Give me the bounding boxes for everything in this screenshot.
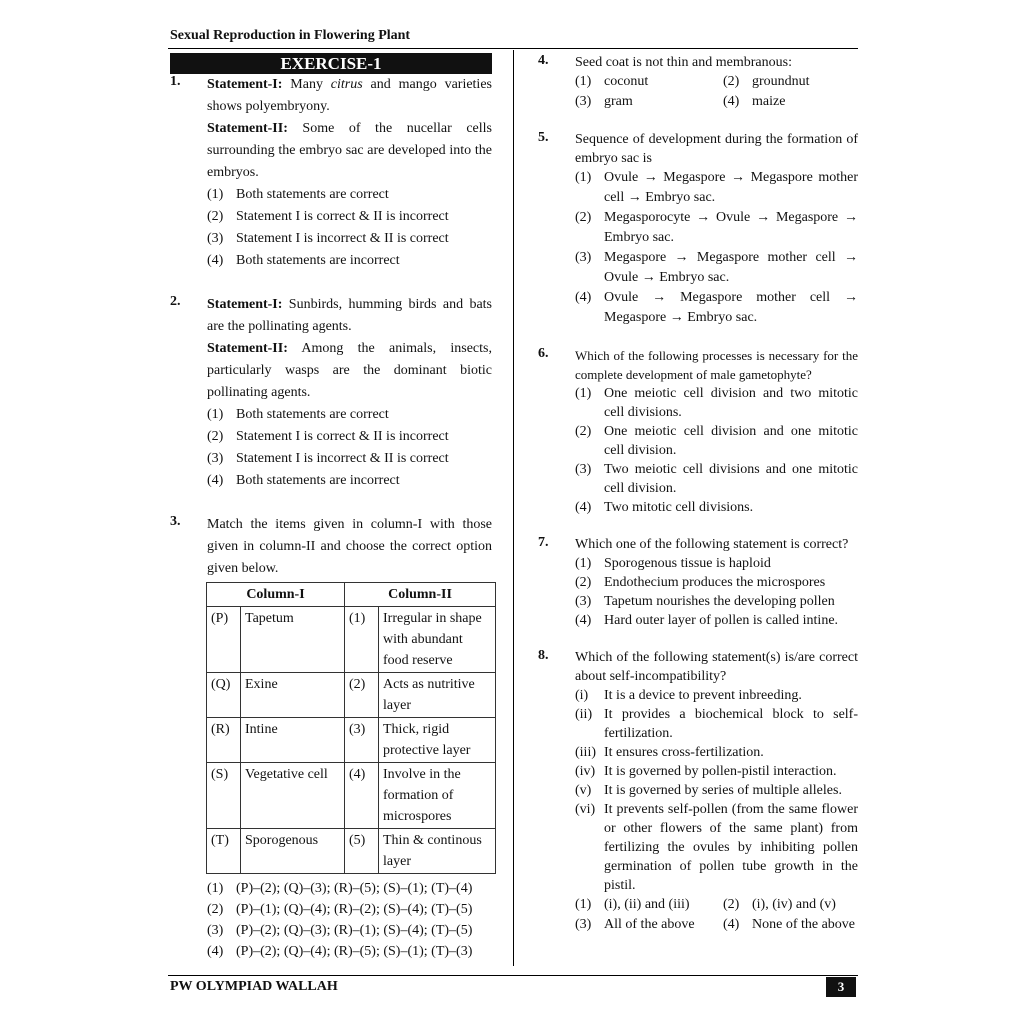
option — [575, 72, 723, 92]
option-label: (2) — [207, 429, 224, 444]
option — [207, 878, 492, 899]
option — [575, 460, 858, 498]
question-5 — [538, 130, 858, 328]
question-8 — [538, 648, 858, 935]
question-text: Sequence of development during the formation of embryo sac is — [575, 132, 858, 166]
option-label: (1) — [575, 897, 592, 912]
statement-item — [575, 762, 858, 781]
statement-text: and mango varieties shows polyembryony. — [207, 77, 492, 114]
table-header-row — [207, 583, 496, 607]
question-number: 5. — [538, 130, 549, 145]
option-text: Two meiotic cell divisions and one mitotic cell division. — [604, 462, 858, 496]
question-number: 6. — [538, 346, 549, 361]
table-row — [207, 829, 496, 874]
row-number: (4) — [345, 763, 379, 829]
option-text: coconut — [604, 74, 649, 89]
option — [723, 72, 873, 92]
option-text: (P)–(2); (Q)–(3); (R)–(5); (S)–(1); (T)–(4) — [236, 881, 473, 896]
option-label: (4) — [207, 253, 224, 268]
statement-label: Statement-II: — [207, 121, 288, 136]
option — [207, 470, 492, 492]
question-text: Which of the following processes is necessary for the complete development of male gametophyte? — [575, 348, 858, 382]
statement-text: Among the animals, insects, particularly wasps are the dominant biotic pollinating agents. — [207, 341, 492, 400]
option-label: (2) — [723, 897, 740, 912]
option-label: (1) — [575, 556, 592, 571]
item-label: (vi) — [575, 802, 596, 817]
table-row — [207, 607, 496, 673]
option-label: (4) — [575, 500, 592, 515]
question-number: 4. — [538, 53, 549, 68]
left-column — [170, 53, 492, 962]
option — [723, 915, 873, 935]
question-number: 2. — [170, 294, 181, 309]
option — [575, 384, 858, 422]
option-text: Megaspore → Megaspore mother cell → Ovule → Embryo sac. — [604, 250, 858, 285]
option-text: Both statements are correct — [236, 187, 389, 202]
match-table — [206, 582, 496, 874]
option-label: (1) — [575, 74, 592, 89]
question-2 — [170, 294, 492, 492]
option — [723, 895, 873, 915]
option — [575, 248, 858, 288]
row-number: (1) — [345, 607, 379, 673]
column-2-cell: Thick, rigid protective layer — [379, 718, 496, 763]
statement-item — [575, 800, 858, 895]
option — [207, 426, 492, 448]
option-label: (3) — [207, 231, 224, 246]
option-label: (4) — [207, 944, 224, 959]
footer-brand: PW OLYMPIAD WALLAH — [170, 979, 338, 994]
row-number: (2) — [345, 673, 379, 718]
column-2-cell: Involve in the formation of microspores — [379, 763, 496, 829]
question-number: 3. — [170, 514, 181, 529]
option-label: (2) — [207, 902, 224, 917]
option-text: Ovule → Megaspore mother cell → Megaspore → Embryo sac. — [604, 290, 858, 325]
option — [723, 92, 873, 112]
statement-label: Statement-I: — [207, 77, 283, 92]
row-label: (R) — [207, 718, 241, 763]
option — [575, 498, 858, 517]
item-label: (v) — [575, 783, 592, 798]
table-row — [207, 673, 496, 718]
footer-rule — [168, 975, 858, 976]
item-label: (ii) — [575, 707, 593, 722]
item-text: It ensures cross-fertilization. — [604, 745, 764, 760]
column-2-cell: Thin & continous layer — [379, 829, 496, 874]
item-text: It is governed by series of multiple alleles. — [604, 783, 842, 798]
column-header: Column-II — [345, 583, 496, 607]
option — [207, 941, 492, 962]
row-number: (5) — [345, 829, 379, 874]
right-column — [538, 53, 858, 935]
option-label: (4) — [575, 290, 592, 305]
question-text: Which one of the following statement is correct? — [575, 537, 849, 552]
option-label: (1) — [575, 170, 592, 185]
table-row — [207, 718, 496, 763]
option-label: (2) — [575, 575, 592, 590]
statement-item — [575, 743, 858, 762]
statement-1 — [207, 74, 492, 118]
statement-label: Statement-I: — [207, 297, 283, 312]
statement-item — [575, 686, 858, 705]
question-3 — [170, 514, 492, 580]
column-header: Column-I — [207, 583, 345, 607]
statement-text: Many — [290, 77, 331, 92]
option — [575, 92, 723, 112]
item-text: It is a device to prevent inbreeding. — [604, 688, 802, 703]
column-1-cell: Vegetative cell — [241, 763, 345, 829]
option-label: (3) — [575, 594, 592, 609]
option-label: (4) — [723, 94, 740, 109]
row-label: (T) — [207, 829, 241, 874]
question-1 — [170, 74, 492, 272]
question-number: 8. — [538, 648, 549, 663]
option-text: groundnut — [752, 74, 810, 89]
option-label: (4) — [575, 613, 592, 628]
statement-text: Some of the nucellar cells surrounding the embryo sac are developed into the embryos. — [207, 121, 492, 180]
option-label: (3) — [207, 923, 224, 938]
row-label: (S) — [207, 763, 241, 829]
option-text: Statement I is correct & II is incorrect — [236, 209, 449, 224]
question-text: Which of the following statement(s) is/are correct about self-incompatibility? — [575, 650, 858, 684]
option — [207, 206, 492, 228]
option — [575, 168, 858, 208]
option-text: Two mitotic cell divisions. — [604, 500, 754, 515]
option-text: Tapetum nourishes the developing pollen — [604, 594, 835, 609]
option-label: (1) — [207, 187, 224, 202]
item-text: It prevents self-pollen (from the same flower or other flowers of the same plant) from fertilizing the ovules by inhibiting pollen germination of pollen tube growth in the pistil. — [604, 802, 858, 893]
option — [575, 915, 723, 935]
option-text: All of the above — [604, 917, 695, 932]
option-text: Megasporocyte → Ovule → Megaspore → Embryo sac. — [604, 210, 858, 245]
exercise-banner: EXERCISE-1 — [170, 53, 492, 74]
option-label: (3) — [575, 462, 592, 477]
option — [207, 404, 492, 426]
statement-text: Sunbirds, humming birds and bats are the pollinating agents. — [207, 297, 492, 334]
column-2-cell: Acts as nutritive layer — [379, 673, 496, 718]
italic-term: citrus — [330, 77, 363, 92]
option-label: (2) — [723, 74, 740, 89]
question-number: 1. — [170, 74, 181, 89]
question-4 — [538, 53, 858, 112]
option-text: (i), (iv) and (v) — [752, 897, 836, 912]
option-label: (2) — [575, 210, 592, 225]
statement-2 — [207, 118, 492, 184]
option-label: (1) — [575, 386, 592, 401]
item-label: (iii) — [575, 745, 596, 760]
column-1-cell: Intine — [241, 718, 345, 763]
option-text: (P)–(2); (Q)–(3); (R)–(1); (S)–(4); (T)–(5) — [236, 923, 473, 938]
option — [575, 554, 858, 573]
option-text: Hard outer layer of pollen is called intine. — [604, 613, 839, 628]
statement-label: Statement-II: — [207, 341, 288, 356]
option-label: (1) — [207, 881, 224, 896]
statement-item — [575, 781, 858, 800]
option-label: (3) — [207, 451, 224, 466]
option-text: maize — [752, 94, 786, 109]
column-divider — [513, 50, 514, 966]
option — [575, 208, 858, 248]
option-label: (4) — [723, 917, 740, 932]
question-3-options — [170, 878, 492, 962]
running-header: Sexual Reproduction in Flowering Plant — [170, 28, 411, 43]
option — [575, 573, 858, 592]
item-label: (i) — [575, 688, 589, 703]
option — [575, 592, 858, 611]
option-text: Statement I is correct & II is incorrect — [236, 429, 449, 444]
header-rule — [168, 48, 858, 49]
option — [207, 920, 492, 941]
option-text: One meiotic cell division and two mitotic cell divisions. — [604, 386, 858, 420]
item-text: It provides a biochemical block to self-fertilization. — [604, 707, 858, 741]
option-text: None of the above — [752, 917, 856, 932]
column-1-cell: Sporogenous — [241, 829, 345, 874]
column-1-cell: Exine — [241, 673, 345, 718]
option-text: (P)–(2); (Q)–(4); (R)–(5); (S)–(1); (T)–(3) — [236, 944, 473, 959]
option — [575, 422, 858, 460]
option-label: (3) — [575, 94, 592, 109]
option-text: Statement I is incorrect & II is correct — [236, 231, 449, 246]
option-text: Ovule → Megaspore → Megaspore mother cell → Embryo sac. — [604, 170, 858, 205]
question-text: Seed coat is not thin and membranous: — [575, 55, 792, 70]
option-text: Statement I is incorrect & II is correct — [236, 451, 449, 466]
question-6 — [538, 346, 858, 517]
option-text: Both statements are incorrect — [236, 473, 400, 488]
column-1-cell: Tapetum — [241, 607, 345, 673]
question-number: 7. — [538, 535, 549, 550]
option-text: Both statements are incorrect — [236, 253, 400, 268]
option-label: (4) — [207, 473, 224, 488]
option-text: (P)–(1); (Q)–(4); (R)–(2); (S)–(4); (T)–(5) — [236, 902, 473, 917]
option-text: Sporogenous tissue is haploid — [604, 556, 771, 571]
page-number: 3 — [826, 977, 856, 997]
option — [207, 228, 492, 250]
option-text: Endothecium produces the microspores — [604, 575, 826, 590]
option-label: (1) — [207, 407, 224, 422]
option — [575, 611, 858, 630]
option-text: (i), (ii) and (iii) — [604, 897, 690, 912]
option — [575, 288, 858, 328]
table-row — [207, 763, 496, 829]
option — [207, 250, 492, 272]
question-text: Match the items given in column-I with those given in column-II and choose the correct option given below. — [207, 517, 492, 576]
option-label: (3) — [575, 917, 592, 932]
option — [575, 895, 723, 915]
option — [207, 184, 492, 206]
row-label: (Q) — [207, 673, 241, 718]
option-label: (2) — [575, 424, 592, 439]
option-grid — [575, 895, 858, 935]
option-text: One meiotic cell division and one mitotic cell division. — [604, 424, 858, 458]
statement-item — [575, 705, 858, 743]
row-number: (3) — [345, 718, 379, 763]
option-text: gram — [604, 94, 633, 109]
question-7 — [538, 535, 858, 630]
option-label: (3) — [575, 250, 592, 265]
option-grid — [575, 72, 858, 112]
statement-1 — [207, 294, 492, 338]
statement-2 — [207, 338, 492, 404]
item-text: It is governed by pollen-pistil interaction. — [604, 764, 837, 779]
option-label: (2) — [207, 209, 224, 224]
option-text: Both statements are correct — [236, 407, 389, 422]
item-label: (iv) — [575, 764, 596, 779]
row-label: (P) — [207, 607, 241, 673]
column-2-cell: Irregular in shape with abundant food reserve — [379, 607, 496, 673]
option — [207, 899, 492, 920]
option — [207, 448, 492, 470]
